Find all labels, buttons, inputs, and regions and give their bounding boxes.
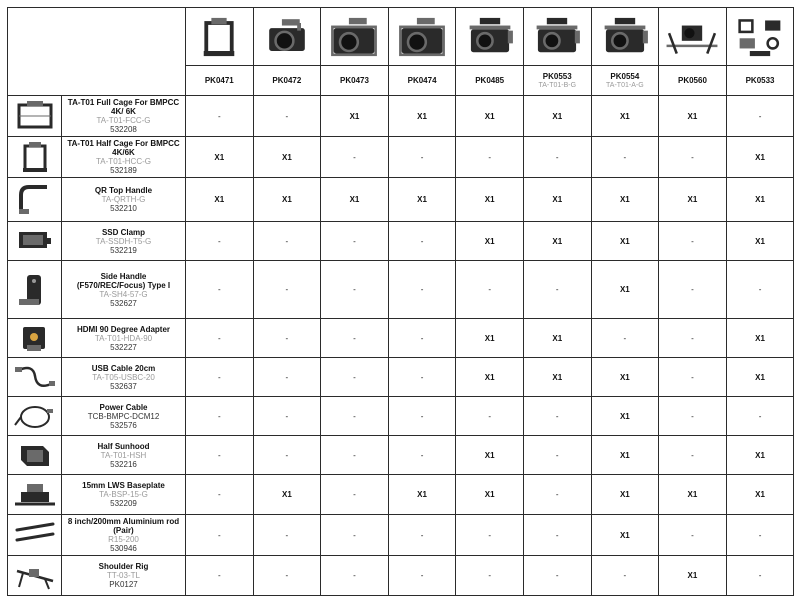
product-image <box>8 222 62 261</box>
product-image <box>8 358 62 397</box>
product-sku: TT-03-TL <box>107 571 140 580</box>
inclusion-cell: X1 <box>523 222 591 261</box>
product-number: 532189 <box>110 166 137 175</box>
full-cage-icon <box>12 99 58 133</box>
package-image-pk0533 <box>726 8 794 66</box>
inclusion-cell: - <box>253 261 321 319</box>
product-image <box>8 319 62 358</box>
table-row <box>8 222 794 261</box>
inclusion-cell: X1 <box>253 137 321 178</box>
product-description <box>62 436 186 475</box>
package-image-pk0553 <box>523 8 591 66</box>
table-row <box>8 358 794 397</box>
inclusion-cell: - <box>186 397 254 436</box>
inclusion-cell: - <box>253 436 321 475</box>
inclusion-cell: - <box>388 261 456 319</box>
inclusion-cell: X1 <box>726 475 794 515</box>
inclusion-cell: - <box>321 358 389 397</box>
half-cage-icon <box>12 140 58 174</box>
inclusion-cell: - <box>253 222 321 261</box>
package-code-label: PK0554 <box>610 71 640 81</box>
product-name: HDMI 90 Degree Adapter <box>76 324 171 334</box>
product-name: Half Sunhood <box>97 441 150 451</box>
inclusion-cell: - <box>388 319 456 358</box>
package-sub-code: TA-T01-A-G <box>606 81 644 89</box>
inclusion-cell: - <box>321 556 389 596</box>
product-number: 532219 <box>110 245 137 255</box>
cage-kit-camera-icon <box>597 15 653 59</box>
inclusion-cell: - <box>186 436 254 475</box>
inclusion-cell: X1 <box>591 475 659 515</box>
inclusion-cell: - <box>186 96 254 137</box>
product-name: TA-T01 Full Cage For BMPCC 4K/ 6K <box>67 98 180 116</box>
inclusion-cell: X1 <box>186 137 254 178</box>
package-code-label: PK0471 <box>204 75 234 85</box>
product-number: 532576 <box>110 420 137 430</box>
inclusion-cell: - <box>388 358 456 397</box>
usb-cable-icon <box>12 360 58 394</box>
table-row <box>8 137 794 178</box>
table-row <box>8 261 794 319</box>
inclusion-cell: - <box>726 515 794 556</box>
package-image-pk0554 <box>591 8 659 66</box>
package-code-label: PK0560 <box>677 75 707 85</box>
inclusion-cell: X1 <box>388 178 456 222</box>
product-description <box>62 178 186 222</box>
product-number: 532627 <box>110 298 137 308</box>
product-sku: TA-BSP-15-G <box>99 490 148 499</box>
inclusion-cell: - <box>726 397 794 436</box>
inclusion-cell: - <box>321 319 389 358</box>
product-image <box>8 475 62 515</box>
inclusion-cell: - <box>659 137 727 178</box>
inclusion-cell: - <box>321 261 389 319</box>
top-handle-icon <box>12 183 58 217</box>
product-number: 532208 <box>110 125 137 134</box>
inclusion-cell: X1 <box>726 319 794 358</box>
hdmi-adapter-icon <box>12 321 58 355</box>
half-cage-icon <box>191 15 247 59</box>
package-code-pk0554 <box>591 66 659 96</box>
product-description <box>62 515 186 556</box>
product-name: Power Cable <box>99 402 148 412</box>
inclusion-cell: - <box>388 515 456 556</box>
product-number: 532216 <box>110 459 137 469</box>
product-image <box>8 261 62 319</box>
product-sku: TA-QRTH-G <box>101 195 146 204</box>
package-code-pk0533 <box>726 66 794 96</box>
inclusion-cell: - <box>659 515 727 556</box>
inclusion-cell: - <box>591 137 659 178</box>
package-code-label: PK0472 <box>272 75 302 85</box>
inclusion-cell: - <box>186 556 254 596</box>
inclusion-cell: - <box>186 515 254 556</box>
product-sku: TA-SSDH-T5-G <box>95 236 152 246</box>
table-row <box>8 178 794 222</box>
table-row <box>8 436 794 475</box>
inclusion-cell: X1 <box>523 96 591 137</box>
package-code-label: PK0473 <box>340 75 369 85</box>
inclusion-cell: - <box>456 515 524 556</box>
package-sub-code: TA-T01-B-G <box>538 81 577 89</box>
product-image <box>8 556 62 596</box>
inclusion-cell: - <box>321 137 389 178</box>
inclusion-cell: X1 <box>659 178 727 222</box>
sunhood-icon <box>12 438 58 472</box>
inclusion-cell: X1 <box>659 475 727 515</box>
inclusion-cell: - <box>523 515 591 556</box>
rod-pair-icon <box>12 518 58 552</box>
product-description <box>62 475 186 515</box>
inclusion-cell: X1 <box>726 436 794 475</box>
inclusion-cell: X1 <box>726 137 794 178</box>
package-code-pk0473 <box>321 66 389 96</box>
inclusion-cell: X1 <box>456 96 524 137</box>
header-corner <box>8 8 186 96</box>
product-image <box>8 397 62 436</box>
product-number: 532227 <box>110 342 137 352</box>
product-image <box>8 178 62 222</box>
product-image <box>8 137 62 178</box>
inclusion-cell: - <box>523 436 591 475</box>
inclusion-cell: X1 <box>388 475 456 515</box>
package-code-pk0472 <box>253 66 321 96</box>
inclusion-cell: - <box>253 515 321 556</box>
product-image <box>8 515 62 556</box>
product-name: Side Handle (F570/REC/Focus) Type I <box>76 271 171 290</box>
inclusion-cell: X1 <box>591 515 659 556</box>
inclusion-cell: - <box>523 556 591 596</box>
shoulder-rig-icon <box>12 559 58 593</box>
package-image-pk0472 <box>253 8 321 66</box>
inclusion-cell: - <box>726 556 794 596</box>
cage-kit-camera-icon <box>462 15 518 59</box>
product-number: TCB-BMPC-DCM12 <box>87 411 160 421</box>
inclusion-cell: X1 <box>659 556 727 596</box>
table-row <box>8 319 794 358</box>
inclusion-cell: X1 <box>523 178 591 222</box>
product-number: 532210 <box>110 204 137 213</box>
product-sku: TA-SH4-57-G <box>99 289 148 299</box>
package-image-pk0473 <box>321 8 389 66</box>
inclusion-cell: - <box>388 397 456 436</box>
package-code-pk0485 <box>456 66 524 96</box>
product-image <box>8 96 62 137</box>
inclusion-cell: X1 <box>523 319 591 358</box>
package-code-pk0553 <box>523 66 591 96</box>
product-sku: TA-T01-HCC-G <box>96 157 151 166</box>
package-code-pk0560 <box>659 66 727 96</box>
cage-kit-camera-icon <box>529 15 585 59</box>
package-code-label: PK0533 <box>745 75 775 85</box>
inclusion-cell: X1 <box>456 178 524 222</box>
package-image-pk0471 <box>186 8 254 66</box>
product-name: 15mm LWS Baseplate <box>82 481 165 490</box>
inclusion-cell: - <box>456 556 524 596</box>
product-number: 530946 <box>110 544 137 553</box>
product-number: 532209 <box>110 499 137 508</box>
product-sku: R15-200 <box>108 535 139 544</box>
inclusion-cell: - <box>659 436 727 475</box>
inclusion-cell: - <box>726 261 794 319</box>
inclusion-cell: X1 <box>591 222 659 261</box>
inclusion-cell: X1 <box>456 358 524 397</box>
inclusion-cell: X1 <box>591 358 659 397</box>
inclusion-cell: X1 <box>186 178 254 222</box>
product-description <box>62 96 186 137</box>
inclusion-cell: X1 <box>591 96 659 137</box>
package-code-pk0474 <box>388 66 456 96</box>
side-handle-icon <box>12 273 58 307</box>
inclusion-cell: X1 <box>726 358 794 397</box>
inclusion-cell: - <box>321 475 389 515</box>
inclusion-cell: X1 <box>456 436 524 475</box>
baseplate-icon <box>12 478 58 512</box>
product-sku: TA-T01-HSH <box>100 450 147 460</box>
shoulder-rig-kit-icon <box>664 15 720 59</box>
inclusion-cell: X1 <box>388 96 456 137</box>
inclusion-cell: - <box>186 358 254 397</box>
inclusion-cell: - <box>253 397 321 436</box>
compatibility-table <box>7 7 794 596</box>
inclusion-cell: - <box>659 397 727 436</box>
package-code-label: PK0553 <box>542 71 572 81</box>
inclusion-cell: - <box>523 475 591 515</box>
inclusion-cell: X1 <box>591 397 659 436</box>
inclusion-cell: - <box>659 222 727 261</box>
half-cage-camera-icon <box>259 15 315 59</box>
package-image-pk0474 <box>388 8 456 66</box>
inclusion-cell: - <box>388 556 456 596</box>
inclusion-cell: - <box>321 515 389 556</box>
product-description <box>62 397 186 436</box>
inclusion-cell: - <box>659 319 727 358</box>
product-description <box>62 358 186 397</box>
inclusion-cell: X1 <box>253 178 321 222</box>
product-number: PK0127 <box>109 580 138 589</box>
inclusion-cell: X1 <box>523 358 591 397</box>
product-image <box>8 436 62 475</box>
inclusion-cell: - <box>388 137 456 178</box>
product-name: Shoulder Rig <box>98 562 149 571</box>
inclusion-cell: - <box>321 436 389 475</box>
inclusion-cell: X1 <box>321 96 389 137</box>
inclusion-cell: - <box>659 358 727 397</box>
inclusion-cell: - <box>388 222 456 261</box>
inclusion-cell: X1 <box>253 475 321 515</box>
product-sku: TA-T01-HDA-90 <box>94 333 153 343</box>
accessory-kit-icon <box>732 15 788 59</box>
product-name: USB Cable 20cm <box>91 363 156 373</box>
package-image-pk0560 <box>659 8 727 66</box>
product-number: 532637 <box>110 381 137 391</box>
inclusion-cell: X1 <box>591 436 659 475</box>
full-cage-camera-icon <box>326 15 382 59</box>
inclusion-cell: X1 <box>321 178 389 222</box>
inclusion-cell: - <box>523 397 591 436</box>
product-sku: TA-T01-FCC-G <box>96 116 151 125</box>
inclusion-cell: - <box>591 556 659 596</box>
inclusion-cell: - <box>388 436 456 475</box>
inclusion-cell: - <box>456 261 524 319</box>
inclusion-cell: - <box>186 222 254 261</box>
inclusion-cell: - <box>591 319 659 358</box>
product-description <box>62 137 186 178</box>
inclusion-cell: - <box>456 397 524 436</box>
product-description <box>62 222 186 261</box>
inclusion-cell: X1 <box>659 96 727 137</box>
inclusion-cell: X1 <box>726 178 794 222</box>
inclusion-cell: - <box>186 319 254 358</box>
inclusion-cell: - <box>253 96 321 137</box>
inclusion-cell: - <box>659 261 727 319</box>
inclusion-cell: - <box>253 319 321 358</box>
product-name: 8 inch/200mm Aluminium rod (Pair) <box>67 517 180 535</box>
inclusion-cell: - <box>186 475 254 515</box>
table-row <box>8 475 794 515</box>
inclusion-cell: - <box>186 261 254 319</box>
inclusion-cell: - <box>253 556 321 596</box>
product-name: TA-T01 Half Cage For BMPCC 4K/6K <box>67 139 180 157</box>
inclusion-cell: X1 <box>726 222 794 261</box>
table-row <box>8 96 794 137</box>
inclusion-cell: - <box>726 96 794 137</box>
power-cable-icon <box>12 399 58 433</box>
inclusion-cell: X1 <box>591 178 659 222</box>
product-name: QR Top Handle <box>94 186 153 195</box>
inclusion-cell: - <box>253 358 321 397</box>
inclusion-cell: X1 <box>456 222 524 261</box>
inclusion-cell: X1 <box>591 261 659 319</box>
ssd-clamp-icon <box>12 224 58 258</box>
package-code-pk0471 <box>186 66 254 96</box>
inclusion-cell: - <box>321 222 389 261</box>
product-description <box>62 261 186 319</box>
table-row <box>8 515 794 556</box>
inclusion-cell: X1 <box>456 319 524 358</box>
table-row <box>8 556 794 596</box>
product-description <box>62 556 186 596</box>
inclusion-cell: - <box>321 397 389 436</box>
inclusion-cell: X1 <box>456 475 524 515</box>
inclusion-cell: - <box>523 261 591 319</box>
full-cage-camera-icon <box>394 15 450 59</box>
package-image-pk0485 <box>456 8 524 66</box>
inclusion-cell: - <box>523 137 591 178</box>
table-row <box>8 397 794 436</box>
product-description <box>62 319 186 358</box>
product-sku: TA-T05-USBC-20 <box>92 372 155 382</box>
package-code-label: PK0485 <box>475 75 505 85</box>
package-code-label: PK0474 <box>407 75 437 85</box>
inclusion-cell: - <box>456 137 524 178</box>
product-name: SSD Clamp <box>101 227 146 237</box>
